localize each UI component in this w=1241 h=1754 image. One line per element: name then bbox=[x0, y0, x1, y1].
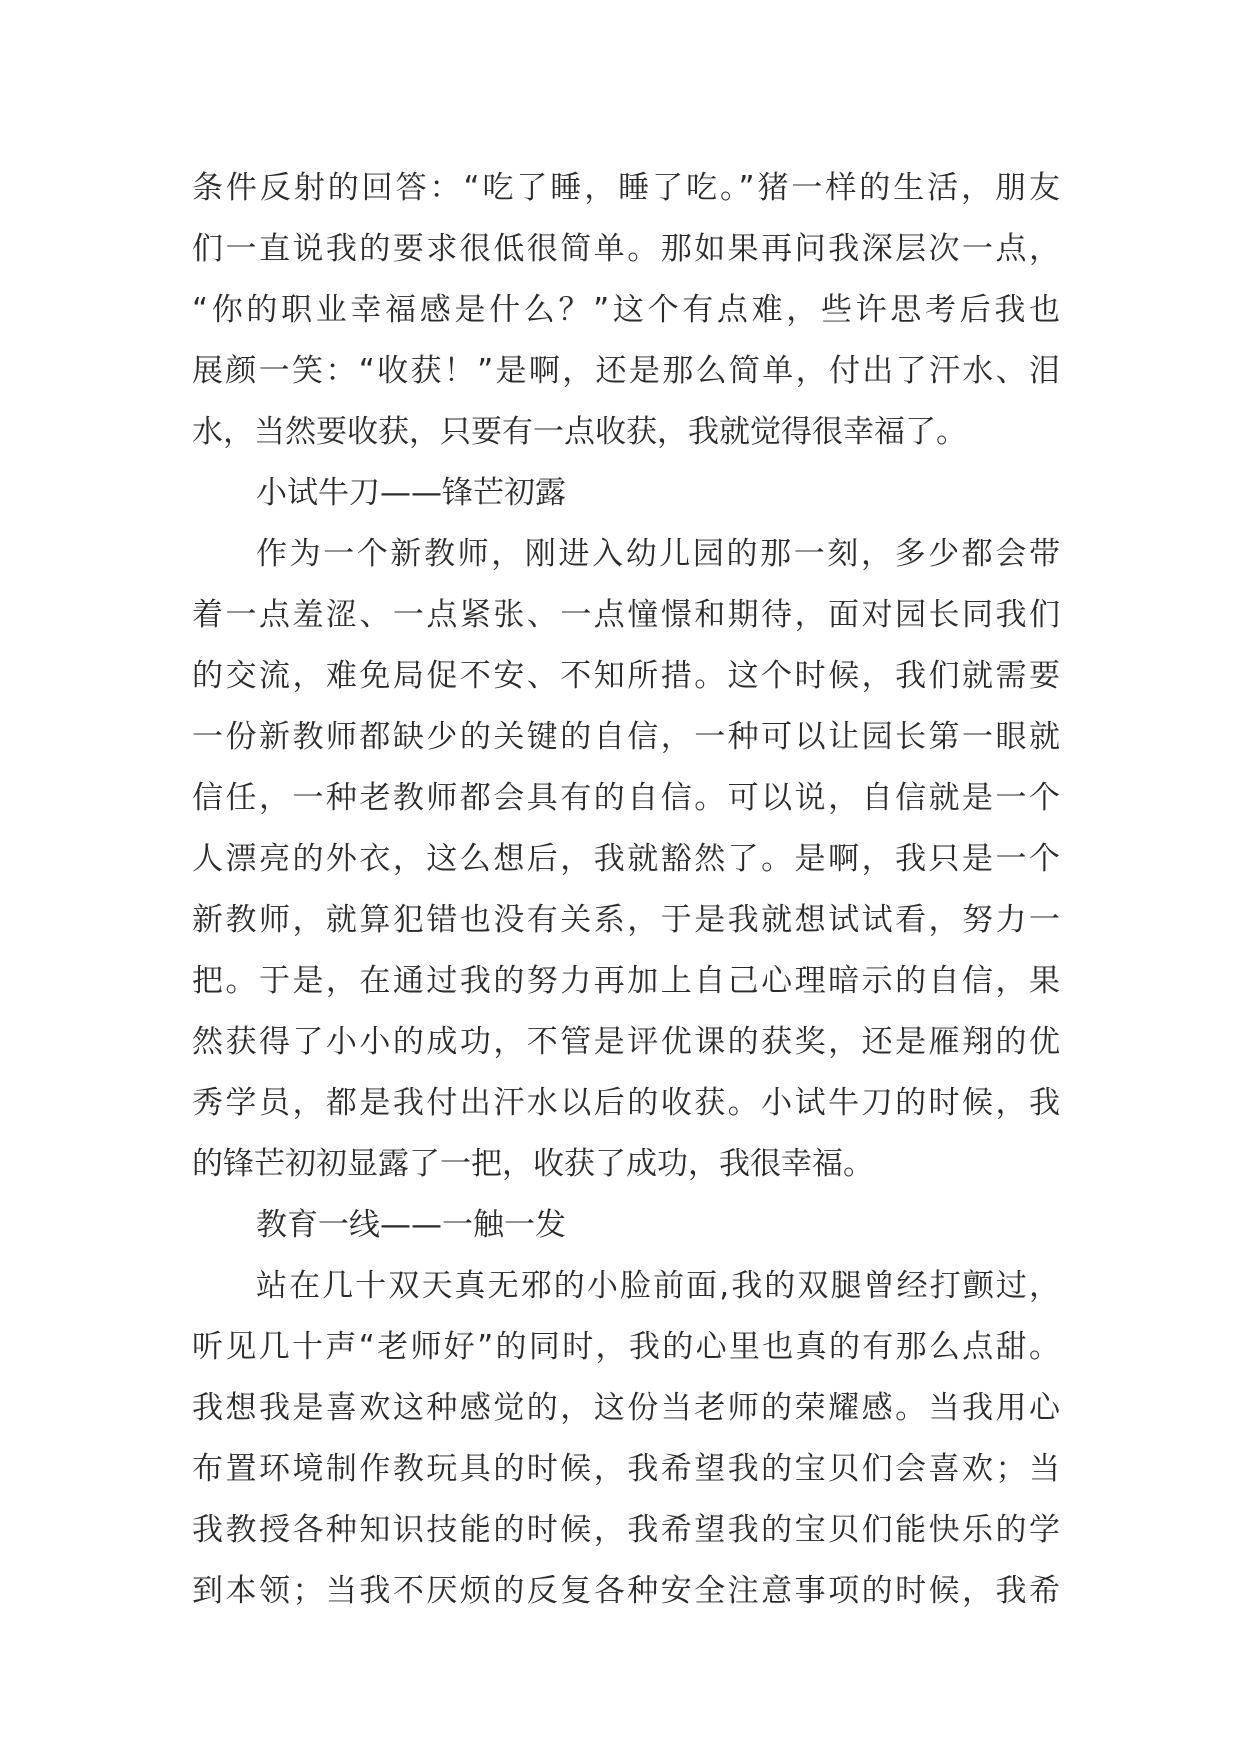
paragraph-line: 站在几十双天真无邪的小脸前面,我的双腿曾经打颤过， bbox=[256, 1268, 1060, 1304]
paragraph-line: 然获得了小小的成功，不管是评优课的获奖，还是雁翔的优 bbox=[192, 1024, 1060, 1060]
paragraph-line: 信任，一种老教师都会具有的自信。可以说，自信就是一个 bbox=[192, 780, 1060, 816]
paragraph-line: 们一直说我的要求很低很简单。那如果再问我深层次一点， bbox=[192, 231, 1060, 267]
paragraph-line: 的交流，难免局促不安、不知所措。这个时候，我们就需要 bbox=[192, 658, 1060, 694]
section-heading: 教育一线——一触一发 bbox=[256, 1207, 566, 1243]
paragraph-line: 到本领；当我不厌烦的反复各种安全注意事项的时候，我希 bbox=[192, 1573, 1060, 1609]
paragraph-line: 布置环境制作教玩具的时候，我希望我的宝贝们会喜欢；当 bbox=[192, 1451, 1060, 1487]
paragraph-line: 新教师，就算犯错也没有关系，于是我就想试试看，努力一 bbox=[192, 902, 1060, 938]
paragraph-line: 着一点羞涩、一点紧张、一点憧憬和期待，面对园长同我们 bbox=[192, 597, 1060, 633]
paragraph-line: 秀学员，都是我付出汗水以后的收获。小试牛刀的时候，我 bbox=[192, 1085, 1060, 1121]
document-body bbox=[192, 158, 1060, 1622]
paragraph-line: 水，当然要收获，只要有一点收获，我就觉得很幸福了。 bbox=[192, 414, 967, 450]
paragraph-line: 人漂亮的外衣，这么想后，我就豁然了。是啊，我只是一个 bbox=[192, 841, 1060, 877]
paragraph-line: “你的职业幸福感是什么？”这个有点难，些许思考后我也 bbox=[192, 292, 1060, 328]
paragraph-line: 一份新教师都缺少的关键的自信，一种可以让园长第一眼就 bbox=[192, 719, 1060, 755]
paragraph-line: 的锋芒初初显露了一把，收获了成功，我很幸福。 bbox=[192, 1146, 874, 1182]
paragraph-line: 听见几十声“老师好”的同时，我的心里也真的有那么点甜。 bbox=[192, 1329, 1060, 1365]
paragraph-line: 把。于是，在通过我的努力再加上自己心理暗示的自信，果 bbox=[192, 963, 1060, 999]
paragraph-line: 展颜一笑：“收获！”是啊，还是那么简单，付出了汗水、泪 bbox=[192, 353, 1060, 389]
paragraph-line: 作为一个新教师，刚进入幼儿园的那一刻，多少都会带 bbox=[256, 536, 1060, 572]
paragraph-line: 条件反射的回答：“吃了睡，睡了吃。”猪一样的生活，朋友 bbox=[192, 170, 1060, 206]
paragraph-line: 我教授各种知识技能的时候，我希望我的宝贝们能快乐的学 bbox=[192, 1512, 1060, 1548]
paragraph-line: 我想我是喜欢这种感觉的，这份当老师的荣耀感。当我用心 bbox=[192, 1390, 1060, 1426]
section-heading: 小试牛刀——锋芒初露 bbox=[256, 475, 566, 511]
